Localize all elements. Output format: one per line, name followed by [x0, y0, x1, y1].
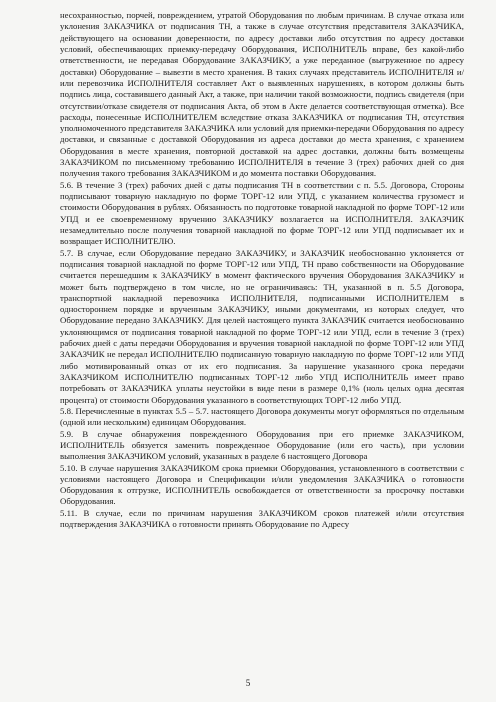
paragraph-continuation: несохранностью, порчей, повреждением, утратой Оборудования по любым причинам. В случае отказа или уклонения ЗАКАЗЧИКА от подписания ТН, а также в случае отсутствия представителя ЗАКАЗЧИКА, действующего на основании доверенности, по адресу доставки либо отсутствия по адресу доставки условий, обеспечивающих приемку-передачу Оборудования, ИСПОЛНИТЕЛЬ вправе, без какой-либо ответственности, не передавая Оборудование ЗАКАЗЧИКУ, а уже переданное (выгруженное по адресу доставки) Оборудование – вывезти в место хранения. В таких случаях представитель ИСПОЛНИТЕЛЯ и/или перевозчика ИСПОЛНИТЕЛЯ составляет Акт о выявленных нарушениях, в котором должны быть подпись лица, составившего данный Акт, а также, при наличии такой возможности, подпись свидетеля (при отсутствии/отказе свидетеля от подписания Акта, об этом в Акте делается соответствующая отметка). Все расходы, понесенные ИСПОЛНИТЕЛЕМ вследствие отказа ЗАКАЗЧИКА от подписания ТН, отсутствия уполномоченного представителя ЗАКАЗЧИКА или условий для приемки-передачи Оборудования по адресу доставки, и связанные с доставкой Оборудования из адреса доставки до места хранения, с хранением Оборудования в месте хранения, повторной доставкой на адрес доставки, должны быть возмещены ЗАКАЗЧИКОМ по письменному требованию ИСПОЛНИТЕЛЯ в течение 3 (трех) рабочих дней со дня получения такого требования ЗАКАЗЧИКОМ и до момента поставки Оборудования. [60, 10, 464, 179]
paragraph-5-9: 5.9. В случае обнаружения поврежденного Оборудования при его приемке ЗАКАЗЧИКОМ, ИСПОЛНИТЕЛЬ обязуется заменить поврежденное Оборудование (или его часть), при условии выполнения ЗАКАЗЧИКОМ условий, указанных в разделе 6 настоящего Договора [60, 428, 464, 462]
paragraph-5-8: 5.8. Перечисленные в пунктах 5.5 – 5.7. настоящего Договора документы могут оформляться по отдельным (одной или нескольким) единицам Оборудования. [60, 405, 464, 428]
page-number: 5 [245, 678, 251, 688]
paragraph-5-11: 5.11. В случае, если по причинам нарушения ЗАКАЗЧИКОМ сроков платежей и/или отсутствия подтверждения ЗАКАЗЧИКА о готовности принять Оборудование по Адресу [60, 507, 464, 530]
paragraph-5-7: 5.7. В случае, если Оборудование передано ЗАКАЗЧИКУ, и ЗАКАЗЧИК необоснованно уклоняется от подписания товарной накладной по форме ТОРГ-12 или УПД, ТН право собственности на Оборудование считается перешедшим к ЗАКАЗЧИКУ в момент фактического вручения Оборудования ЗАКАЗЧИКУ и может быть подтверждено в том числе, но не ограничиваясь: ТН, указанной в п. 5.5 Договора, транспортной накладной перевозчика ИСПОЛНИТЕЛЯ, подписанными ИСПОЛНИТЕЛЕМ в одностороннем порядке и врученным ЗАКАЗЧИКУ, иными документами, из которых следует, что Оборудование передано ЗАКАЗЧИКУ. Для целей настоящего пункта ЗАКАЗЧИК считается необоснованно уклоняющимся от подписания товарной накладной по форме ТОРГ-12 или УПД, если в течение 3 (трех) рабочих дней с даты передачи Оборудования и вручения товарной накладной по форме ТОРГ-12 или УПД ЗАКАЗЧИК не передал ИСПОЛНИТЕЛЮ подписанную товарную накладную по форме ТОРГ-12 или УПД либо мотивированный отказ от их его подписания. За нарушение указанного срока передачи ЗАКАЗЧИКОМ ИСПОЛНИТЕЛЮ подписанных ТОРГ-12 либо УПД ИСПОЛНИТЕЛЬ имеет право потребовать от ЗАКАЗЧИКА уплаты неустойки в виде пени в размере 0,1% (ноль целых одна десятая процента) от стоимости Оборудования указанного в соответствующих ТОРГ-12 либо УПД. [60, 247, 464, 405]
paragraph-5-10: 5.10. В случае нарушения ЗАКАЗЧИКОМ срока приемки Оборудования, установленного в соответствии с условиями настоящего Договора и Спецификации и/или уведомления ЗАКАЗЧИКА о готовности Оборудования к отгрузке, ИСПОЛНИТЕЛЬ освобождается от ответственности за просрочку поставки Оборудования. [60, 462, 464, 507]
paragraph-5-6: 5.6. В течение 3 (трех) рабочих дней с даты подписания ТН в соответствии с п. 5.5. Договора, Стороны подписывают товарную накладную по форме ТОРГ-12 или УПД, с указанием количества грузомест и стоимости Оборудования в рублях. Обязанность по подготовке товарной накладной по форме ТОРГ-12 или УПД и ее своевременному вручению ЗАКАЗЧИКУ возлагается на ИСПОЛНИТЕЛЯ. ЗАКАЗЧИК незамедлительно после получения товарной накладной по форме ТОРГ-12 или УПД подписывает их и возвращает ИСПОЛНИТЕЛЮ. [60, 179, 464, 247]
